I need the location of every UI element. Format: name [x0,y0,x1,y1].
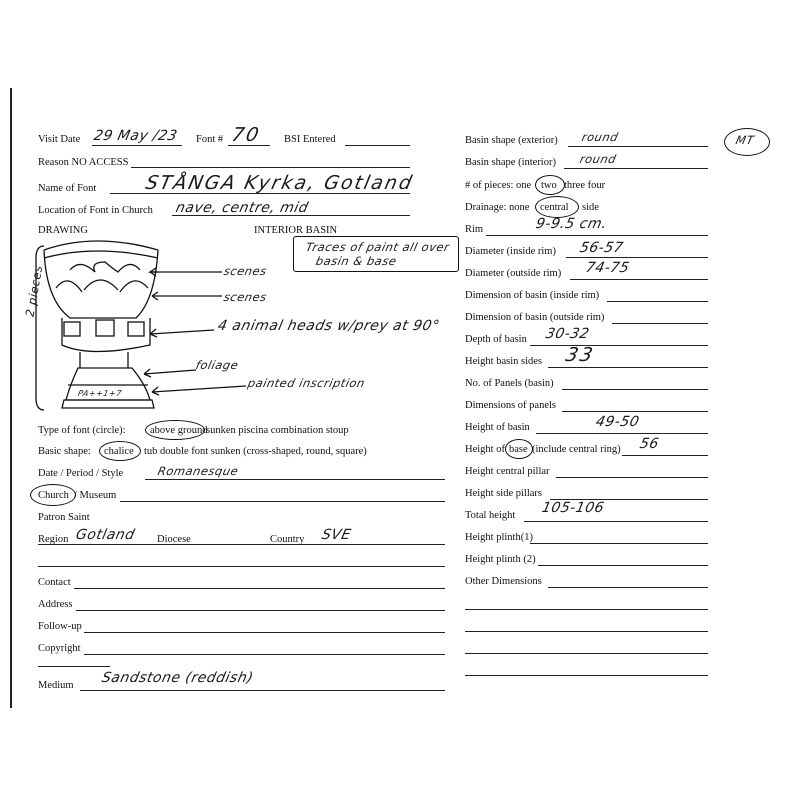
type-selected-circle [145,420,208,440]
dimension-outside-label: Dimension of basin (outside rim) [465,312,605,323]
height-plinth-2-line[interactable] [538,565,708,566]
height-central-pillar-line[interactable] [556,477,708,478]
mt-mark: MT [734,133,756,147]
date-period-label: Date / Period / Style [38,468,124,479]
panels-count-label: No. of Panels (basin) [465,378,554,389]
annotation-scenes-2: scenes [222,290,269,304]
pieces-label: # of pieces: one [465,180,532,191]
patron-saint-label: Patron Saint [38,512,90,523]
country-label: Country [270,534,305,545]
pieces-options-rest: three four [564,180,606,191]
drainage-options-rest: side [582,202,599,213]
diameter-outside-label: Diameter (outside rim) [465,268,562,279]
basin-shape-exterior-value[interactable]: round [580,130,620,144]
diameter-outside-line [570,279,708,280]
type-option-above-ground[interactable]: above ground [150,425,208,436]
medium-value[interactable]: Sandstone (reddish) [100,670,255,686]
diameter-inside-line [566,257,708,258]
name-of-font-label: Name of Font [38,183,97,194]
annotation-scenes-1: scenes [222,264,269,278]
basin-shape-exterior-line [568,146,708,147]
annotation-animal-heads: 4 animal heads w/prey at 90° [216,318,442,334]
total-height-label: Total height [465,510,516,521]
name-of-font-value[interactable]: STÅNGA Kyrka, Gotland [143,172,416,194]
location-value[interactable]: nave, centre, mid [174,200,310,216]
basic-selected-circle [99,441,141,461]
height-side-pillars-label: Height side pillars [465,488,542,499]
basin-shape-exterior-label: Basin shape (exterior) [465,135,558,146]
diameter-inside-value[interactable]: 56-57 [578,240,625,256]
annotation-foliage: foliage [194,358,240,372]
type-of-font-label: Type of font (circle): [38,425,126,436]
pieces-selected-circle [535,175,565,195]
country-value[interactable]: SVE [320,527,353,543]
diameter-inside-label: Diameter (inside rim) [465,246,556,257]
depth-label: Depth of basin [465,334,527,345]
copyright-label: Copyright [38,643,81,654]
region-label: Region [38,534,69,545]
church-option[interactable]: Church [38,490,69,501]
follow-up-line[interactable] [84,632,445,633]
church-selected-circle [30,484,76,506]
interior-basin-label: INTERIOR BASIN [254,225,338,236]
height-basin-sides-line [548,367,708,368]
basin-shape-interior-label: Basin shape (interior) [465,157,556,168]
traces-note-line-2: basin & base [314,254,399,268]
basic-options-rest: tub double font sunken (cross-shaped, round, square) [144,446,367,457]
visit-date-value[interactable]: 29 May /23 [92,128,179,144]
height-base-option[interactable]: base [509,444,528,455]
drainage-selected-circle [535,196,579,218]
panels-dimensions-line[interactable] [562,411,708,412]
height-base-label-c: (include central ring) [532,444,621,455]
other-dimensions-line[interactable] [548,587,708,588]
medium-label: Medium [38,680,74,691]
other-dimensions-line-5[interactable] [465,675,708,676]
copyright-line[interactable] [84,654,445,655]
dimension-inside-line[interactable] [607,301,708,302]
height-plinth-2-label: Height plinth (2) [465,554,536,565]
traces-note-line-1: Traces of paint all over [304,240,451,254]
height-base-line [622,455,708,456]
region-value[interactable]: Gotland [74,527,137,543]
panels-count-line[interactable] [562,389,708,390]
basin-shape-interior-value[interactable]: round [578,152,618,166]
type-options-rest: sunken piscina combination stoup [206,425,349,436]
depth-line [530,345,708,346]
pieces-note: 2 pieces [22,264,46,318]
other-dimensions-line-3[interactable] [465,631,708,632]
height-base-circle [505,439,533,459]
rim-label: Rim [465,224,484,235]
reason-no-access-label: Reason NO ACCESS [38,157,129,168]
other-dimensions-line-2[interactable] [465,609,708,610]
follow-up-label: Follow-up [38,621,82,632]
annotation-painted-inscription: painted inscription [246,376,367,390]
rim-line [486,235,708,236]
font-inscription-text: PA++1+7 [77,389,123,398]
basin-shape-interior-line [564,168,708,169]
height-plinth-1-label: Height plinth(1) [465,532,533,543]
rim-value[interactable]: 9-9.5 cm. [534,216,609,232]
date-period-line [145,479,445,480]
height-basin-line [536,433,708,434]
medium-line [80,690,445,691]
pieces-option-two[interactable]: two [541,180,557,191]
basic-option-chalice[interactable]: chalice [104,446,134,457]
visit-date-label: Visit Date [38,134,81,145]
height-plinth-1-line[interactable] [530,543,708,544]
height-basin-label: Height of basin [465,422,530,433]
height-base-label-a: Height of [465,444,505,455]
museum-option[interactable]: / Museum [74,490,117,501]
diocese-label: Diocese [157,534,191,545]
basic-shape-label: Basic shape: [38,446,91,457]
drainage-option-central[interactable]: central [540,202,569,213]
drainage-label: Drainage: none [465,202,530,213]
height-basin-value[interactable]: 49-50 [594,414,641,430]
dimension-inside-label: Dimension of basin (inside rim) [465,290,600,301]
drawing-label: DRAWING [38,225,88,236]
church-museum-line [120,501,445,502]
date-period-value[interactable]: Romanesque [156,464,240,478]
panels-dimensions-label: Dimensions of panels [465,400,556,411]
contact-label: Contact [38,577,71,588]
dimension-outside-line[interactable] [612,323,708,324]
other-dimensions-line-4[interactable] [465,653,708,654]
total-height-line [524,521,708,522]
height-basin-sides-value[interactable]: 33 [563,344,597,366]
location-label: Location of Font in Church [38,205,153,216]
other-dimensions-label: Other Dimensions [465,576,542,587]
height-base-value[interactable]: 56 [638,436,661,452]
diameter-outside-value[interactable]: 74-75 [584,260,631,276]
depth-value[interactable]: 30-32 [544,326,591,342]
region-line [72,544,156,545]
font-number-value[interactable]: 70 [229,124,263,146]
contact-line[interactable] [74,588,445,589]
bsi-entered-label: BSI Entered [284,134,336,145]
height-basin-sides-label: Height basin sides [465,356,542,367]
copyright-extra-line [38,666,110,667]
font-number-label: Font # [196,134,224,145]
height-central-pillar-label: Height central pillar [465,466,550,477]
address-label: Address [38,599,73,610]
address-line[interactable] [76,610,445,611]
blank-line-1 [38,566,445,567]
total-height-value[interactable]: 105-106 [540,500,606,516]
